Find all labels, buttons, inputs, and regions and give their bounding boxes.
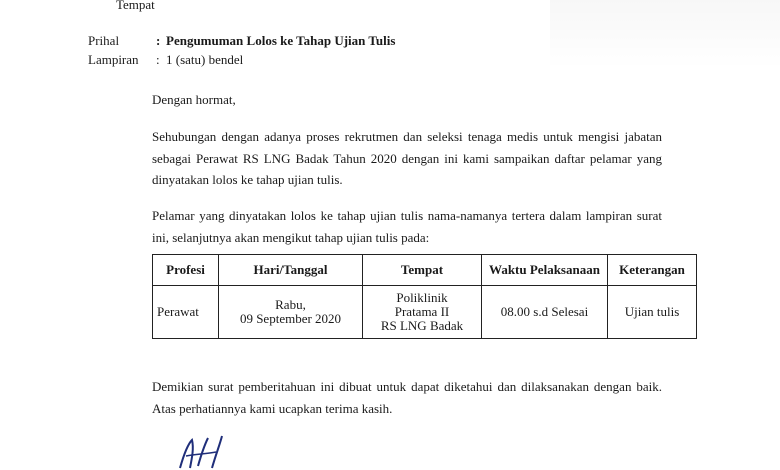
- cell-hari-tanggal: [219, 286, 363, 339]
- attachment-colon: :: [156, 52, 160, 67]
- cell-tempat-line1: Poliklinik: [396, 290, 448, 305]
- col-header-profesi: Profesi: [153, 255, 219, 286]
- paragraph-intro: Sehubungan dengan adanya proses rekrutmen dan seleksi tenaga medis untuk mengisi jabatan sebagai Perawat RS LNG Badak Tahun 2020 dengan ini kami sampaikan daftar pelamar yang dinyatakan lolos ke tahap ujian tulis.: [152, 129, 662, 187]
- subject-label: Prihal: [88, 33, 120, 48]
- paragraph-closing: Demikian surat pemberitahuan ini dibuat untuk dapat diketahui dan dilaksanakan dengan baik. Atas perhatiannya kami ucapkan terima kasih.: [152, 379, 662, 416]
- subject-colon: :: [156, 33, 161, 48]
- cell-tempat-line3: RS LNG Badak: [380, 318, 464, 333]
- col-header-keterangan: Keterangan: [608, 255, 697, 286]
- cell-hari: Rabu,: [275, 297, 306, 312]
- attachment-value: 1 (satu) bendel: [166, 52, 244, 67]
- place-label: Tempat: [116, 0, 155, 12]
- schedule-table: [152, 254, 697, 339]
- cell-tanggal: 09 September 2020: [239, 311, 342, 326]
- signature-mark: [176, 434, 246, 470]
- paragraph-schedule-intro: Pelamar yang dinyatakan lolos ke tahap ujian tulis nama-namanya tertera dalam lampiran surat ini, selanjutnya akan mengikut tahap ujian tulis pada:: [152, 208, 662, 245]
- table-row: [153, 286, 697, 339]
- cell-keterangan: Ujian tulis: [608, 286, 697, 339]
- attachment-label: Lampiran: [88, 52, 139, 67]
- cell-tempat: [363, 286, 482, 339]
- subject-value: Pengumuman Lolos ke Tahap Ujian Tulis: [166, 33, 396, 48]
- greeting: Dengan hormat,: [152, 92, 236, 107]
- col-header-waktu: Waktu Pelaksanaan: [482, 255, 608, 286]
- cell-profesi: Perawat: [153, 286, 219, 339]
- table-header-row: [153, 255, 697, 286]
- col-header-hari-tanggal: Hari/Tanggal: [219, 255, 363, 286]
- col-header-tempat: Tempat: [363, 255, 482, 286]
- scan-shadow: [550, 0, 780, 70]
- cell-waktu: 08.00 s.d Selesai: [482, 286, 608, 339]
- cell-tempat-line2: Pratama II: [394, 304, 450, 319]
